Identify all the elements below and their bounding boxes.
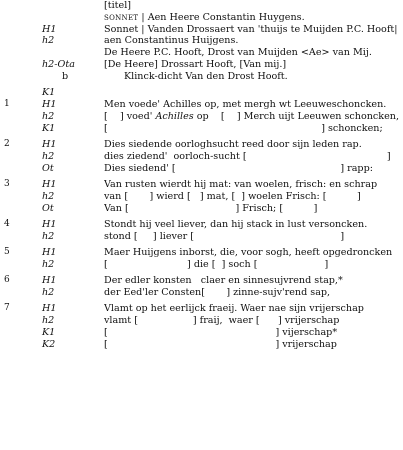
reading-text: Vlamt op het eerlijck fraeij. Waer nae sijn vrijerschap [104, 303, 364, 315]
witness-siglum: h2 [42, 35, 55, 47]
verse-block [0, 179, 403, 214]
reading-text: Dies siedende oorloghsucht reed door sijn leden rap. [104, 138, 362, 150]
witness-siglum: Ot [42, 162, 54, 174]
verse-apparatus [0, 87, 403, 351]
apparatus-row [0, 327, 403, 339]
reading-text: Stondt hij veel liever, dan hij stack in lust versoncken. [104, 218, 368, 230]
witness-siglum: H1 [42, 23, 57, 35]
witness-siglum: h2 [42, 150, 55, 162]
line-number [0, 111, 18, 123]
reading-text: Sonnet | Vanden Drossaert van 'thuijs te Muijden P.C. Hooft| [104, 23, 398, 35]
reading-text: [ ] voed' Achilles op [ ] Merch uijt Leeuwen schoncken, [104, 110, 399, 122]
line-number [0, 259, 18, 271]
apparatus-row [0, 303, 403, 315]
witness-siglum: K1 [42, 327, 56, 339]
line-number [0, 123, 18, 135]
line-number [0, 35, 18, 47]
verse-block [0, 275, 403, 299]
verse-block [0, 303, 403, 350]
reading-text [104, 87, 403, 99]
line-number: 1 [4, 98, 10, 109]
line-number [0, 0, 18, 12]
apparatus-row [0, 139, 403, 151]
apparatus-row [0, 203, 403, 215]
apparatus-row [0, 179, 403, 191]
line-number: 7 [4, 303, 10, 314]
line-number [0, 47, 18, 59]
reading-text: der Eed'ler Consten[ ] zinne-sujv'rend sap, [104, 287, 331, 299]
reading-text: [ ] vijerschap* [104, 327, 338, 339]
line-number: 6 [4, 275, 10, 286]
witness-siglum: H1 [42, 178, 57, 190]
line-number [0, 191, 18, 203]
reading-text: aen Constantinus Huijgens. [104, 35, 239, 47]
witness-siglum: h2 [42, 258, 55, 270]
apparatus-row [0, 47, 403, 59]
line-number [0, 231, 18, 243]
reading-text: vlamt [ ] fraij, waer [ ] vrijerschap [104, 315, 340, 327]
reading-text: Van rusten wierdt hij mat: van woelen, frisch: en schrap [104, 178, 378, 190]
witness-siglum: K1 [42, 122, 56, 134]
apparatus-row [0, 24, 403, 36]
apparatus-row [0, 12, 403, 24]
reading-text: sonnet | Aen Heere Constantin Huygens. [104, 11, 305, 23]
witness-siglum: H1 [42, 275, 57, 287]
witness-siglum: K2 [42, 338, 56, 350]
apparatus-row [0, 151, 403, 163]
apparatus-row [0, 339, 403, 351]
reading-text: De Heere P.C. Hooft, Drost van Muijden <Ae> van Mij. [104, 47, 372, 59]
witness-siglum: H1 [42, 303, 57, 315]
line-number: 4 [4, 218, 10, 229]
witness-siglum: Ot [42, 202, 54, 214]
apparatus-row [0, 163, 403, 175]
apparatus-row [0, 231, 403, 243]
witness-siglum: h2 [42, 287, 55, 299]
reading-text: [ ] die [ ] soch [ ] [104, 258, 329, 270]
witness-siglum: K1 [42, 87, 56, 99]
line-number [0, 71, 18, 83]
witness-siglum: H1 [42, 98, 57, 110]
apparatus-row [0, 99, 403, 111]
reading-text: Klinck-dicht Van den Drost Hooft. [124, 70, 288, 82]
apparatus-row [0, 59, 403, 71]
witness-siglum [18, 12, 104, 24]
witness-siglum: h2 [42, 110, 55, 122]
line-number [0, 151, 18, 163]
line-number [0, 12, 18, 24]
line-number [0, 315, 18, 327]
apparatus-row [0, 111, 403, 123]
line-number: 5 [4, 247, 10, 258]
apparatus-row [0, 71, 403, 83]
apparatus-row [0, 315, 403, 327]
witness-siglum: H1 [42, 218, 57, 230]
reading-text: Men voede' Achilles op, met mergh wt Leeuweschoncken. [104, 98, 387, 110]
title-apparatus [0, 0, 403, 87]
witness-siglum: h2-Ota [42, 58, 75, 70]
witness-siglum [18, 47, 104, 59]
apparatus-row [0, 191, 403, 203]
reading-text: Der edler konsten claer en sinnesujvrend stap,* [104, 275, 343, 287]
witness-siglum: h2 [42, 190, 55, 202]
witness-siglum: H1 [42, 247, 57, 259]
apparatus-row [0, 219, 403, 231]
line-number [0, 339, 18, 351]
verse-block [0, 139, 403, 174]
reading-text: Maer Huijgens inborst, die, voor sogh, heeft opgedroncken [104, 247, 393, 259]
apparatus-row [0, 247, 403, 259]
witness-siglum: H1 [42, 138, 57, 150]
line-number [0, 87, 18, 99]
line-number [0, 287, 18, 299]
apparatus-row [0, 0, 403, 12]
witness-siglum: h2 [42, 315, 55, 327]
apparatus-row [0, 259, 403, 271]
line-number: 2 [4, 138, 10, 149]
line-number [0, 24, 18, 36]
line-number [0, 203, 18, 215]
apparatus-row [0, 287, 403, 299]
apparatus-row [0, 123, 403, 135]
reading-text: Dies siedend' [ ] rapp: [104, 162, 373, 174]
witness-siglum: h2 [42, 230, 55, 242]
witness-siglum: b [62, 70, 69, 82]
witness-siglum [18, 0, 104, 12]
reading-text: [ ] vrijerschap [104, 338, 337, 350]
verse-block [0, 219, 403, 243]
line-number [0, 327, 18, 339]
line-number: 3 [4, 178, 10, 189]
apparatus-row [0, 275, 403, 287]
apparatus-row [0, 35, 403, 47]
reading-text: [titel] [104, 0, 132, 11]
verse-block [0, 87, 403, 134]
reading-text: dies ziedend' oorloch-sucht [ ] [104, 150, 391, 162]
reading-text: [ ] schoncken; [104, 122, 383, 134]
reading-text: stond [ ] liever [ ] [104, 230, 345, 242]
reading-text: Van [ ] Frisch; [ ] [104, 202, 318, 214]
reading-text: van [ ] wierd [ ] mat, [ ] woelen Frisch: [ ] [104, 190, 361, 202]
reading-text: [De Heere] Drossart Hooft, [Van mij.] [104, 58, 287, 70]
verse-block [0, 247, 403, 271]
line-number [0, 59, 18, 71]
line-number [0, 163, 18, 175]
apparatus-row [0, 87, 403, 99]
